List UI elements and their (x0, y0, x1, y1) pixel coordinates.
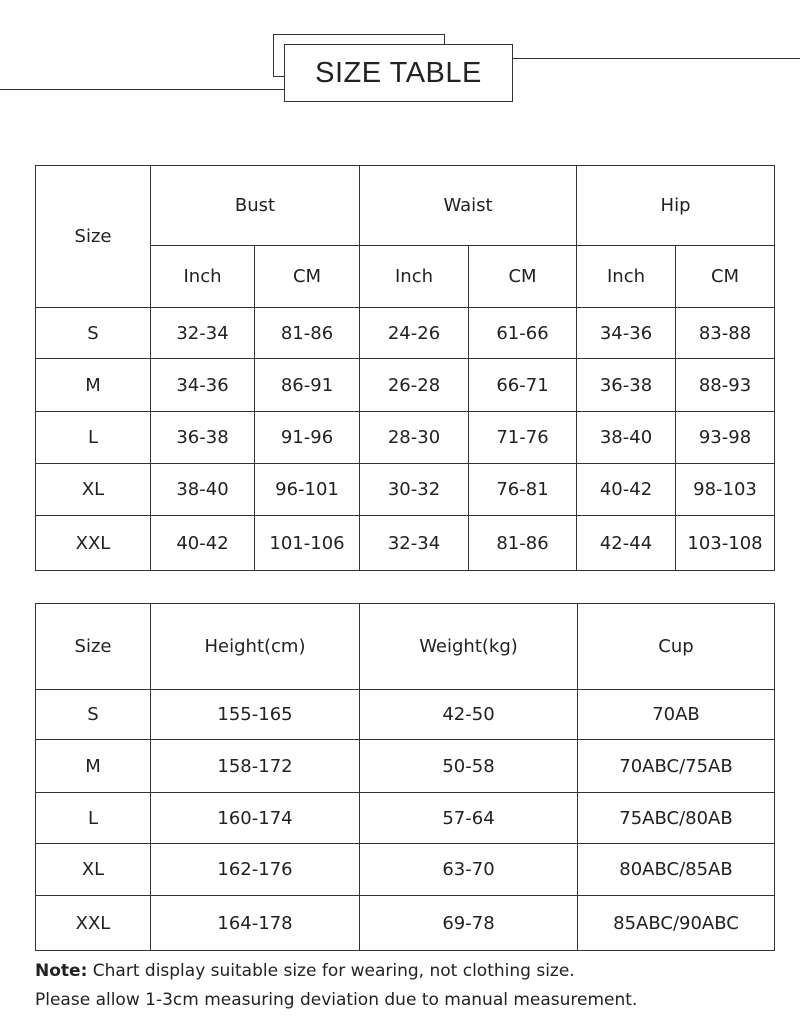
table-row (36, 308, 775, 359)
table-cell: 38-40 (577, 412, 676, 464)
table-cell: 42-44 (577, 516, 676, 571)
table-cell: 57-64 (360, 793, 578, 844)
note-text: Chart display suitable size for wearing, not clothing size. (87, 961, 575, 981)
size-cell: XXL (36, 896, 151, 951)
table-cell: 70ABC/75AB (578, 740, 775, 793)
unit-header: Inch (577, 246, 676, 308)
table-row (36, 412, 775, 464)
table-cell: 36-38 (151, 412, 255, 464)
table-cell: 40-42 (577, 464, 676, 516)
table-cell: 91-96 (255, 412, 360, 464)
table-cell: 24-26 (360, 308, 469, 359)
size-header: Size (36, 604, 151, 690)
size-cell: XL (36, 844, 151, 896)
size-cell: S (36, 690, 151, 740)
table-cell: 164-178 (151, 896, 360, 951)
table-cell: 80ABC/85AB (578, 844, 775, 896)
table-cell: 34-36 (151, 359, 255, 412)
table-row (36, 464, 775, 516)
unit-header: CM (255, 246, 360, 308)
table-row (36, 740, 775, 793)
size-cell: M (36, 359, 151, 412)
size-header: Size (36, 166, 151, 308)
table-cell: 61-66 (469, 308, 577, 359)
group-header-row (36, 166, 775, 246)
size-cell: XL (36, 464, 151, 516)
header-row (36, 604, 775, 690)
table-cell: 103-108 (676, 516, 775, 571)
unit-header: Inch (151, 246, 255, 308)
table-cell: 26-28 (360, 359, 469, 412)
body-measurement-table (35, 165, 775, 571)
table-row (36, 896, 775, 951)
note-label: Note: (35, 961, 88, 981)
table-cell: 81-86 (255, 308, 360, 359)
size-cell: L (36, 412, 151, 464)
table-cell: 28-30 (360, 412, 469, 464)
table-cell: 75ABC/80AB (578, 793, 775, 844)
size-cell: L (36, 793, 151, 844)
cup-header: Cup (578, 604, 775, 690)
table-cell: 34-36 (577, 308, 676, 359)
table-row (36, 793, 775, 844)
table-row (36, 690, 775, 740)
table-cell: 40-42 (151, 516, 255, 571)
unit-header: Inch (360, 246, 469, 308)
table-cell: 71-76 (469, 412, 577, 464)
table-cell: 81-86 (469, 516, 577, 571)
table-cell: 101-106 (255, 516, 360, 571)
header-left-rule (0, 89, 285, 90)
table-cell: 66-71 (469, 359, 577, 412)
table-cell: 155-165 (151, 690, 360, 740)
header-right-rule (512, 58, 800, 59)
height-weight-cup-table (35, 603, 775, 951)
unit-header: CM (469, 246, 577, 308)
table-cell: 30-32 (360, 464, 469, 516)
table-row (36, 359, 775, 412)
table-cell: 38-40 (151, 464, 255, 516)
bust-header: Bust (151, 166, 360, 246)
table-cell: 160-174 (151, 793, 360, 844)
table-cell: 162-176 (151, 844, 360, 896)
table-cell: 83-88 (676, 308, 775, 359)
title-frame (284, 44, 513, 102)
table-row (36, 516, 775, 571)
unit-header: CM (676, 246, 775, 308)
table-cell: 86-91 (255, 359, 360, 412)
note-line-1 (35, 961, 575, 981)
size-cell: S (36, 308, 151, 359)
table-cell: 32-34 (151, 308, 255, 359)
table-cell: 88-93 (676, 359, 775, 412)
weight-header: Weight(kg) (360, 604, 578, 690)
table-cell: 76-81 (469, 464, 577, 516)
table-cell: 63-70 (360, 844, 578, 896)
table-cell: 36-38 (577, 359, 676, 412)
table-cell: 69-78 (360, 896, 578, 951)
note-line-2: Please allow 1-3cm measuring deviation due to manual measurement. (35, 990, 638, 1010)
table-cell: 50-58 (360, 740, 578, 793)
table-cell: 32-34 (360, 516, 469, 571)
waist-header: Waist (360, 166, 577, 246)
table-cell: 96-101 (255, 464, 360, 516)
table-cell: 158-172 (151, 740, 360, 793)
size-cell: XXL (36, 516, 151, 571)
height-header: Height(cm) (151, 604, 360, 690)
table-row (36, 844, 775, 896)
table-cell: 93-98 (676, 412, 775, 464)
table-cell: 42-50 (360, 690, 578, 740)
table-cell: 70AB (578, 690, 775, 740)
page-title: SIZE TABLE (315, 56, 482, 89)
table-cell: 85ABC/90ABC (578, 896, 775, 951)
hip-header: Hip (577, 166, 775, 246)
table-cell: 98-103 (676, 464, 775, 516)
size-cell: M (36, 740, 151, 793)
